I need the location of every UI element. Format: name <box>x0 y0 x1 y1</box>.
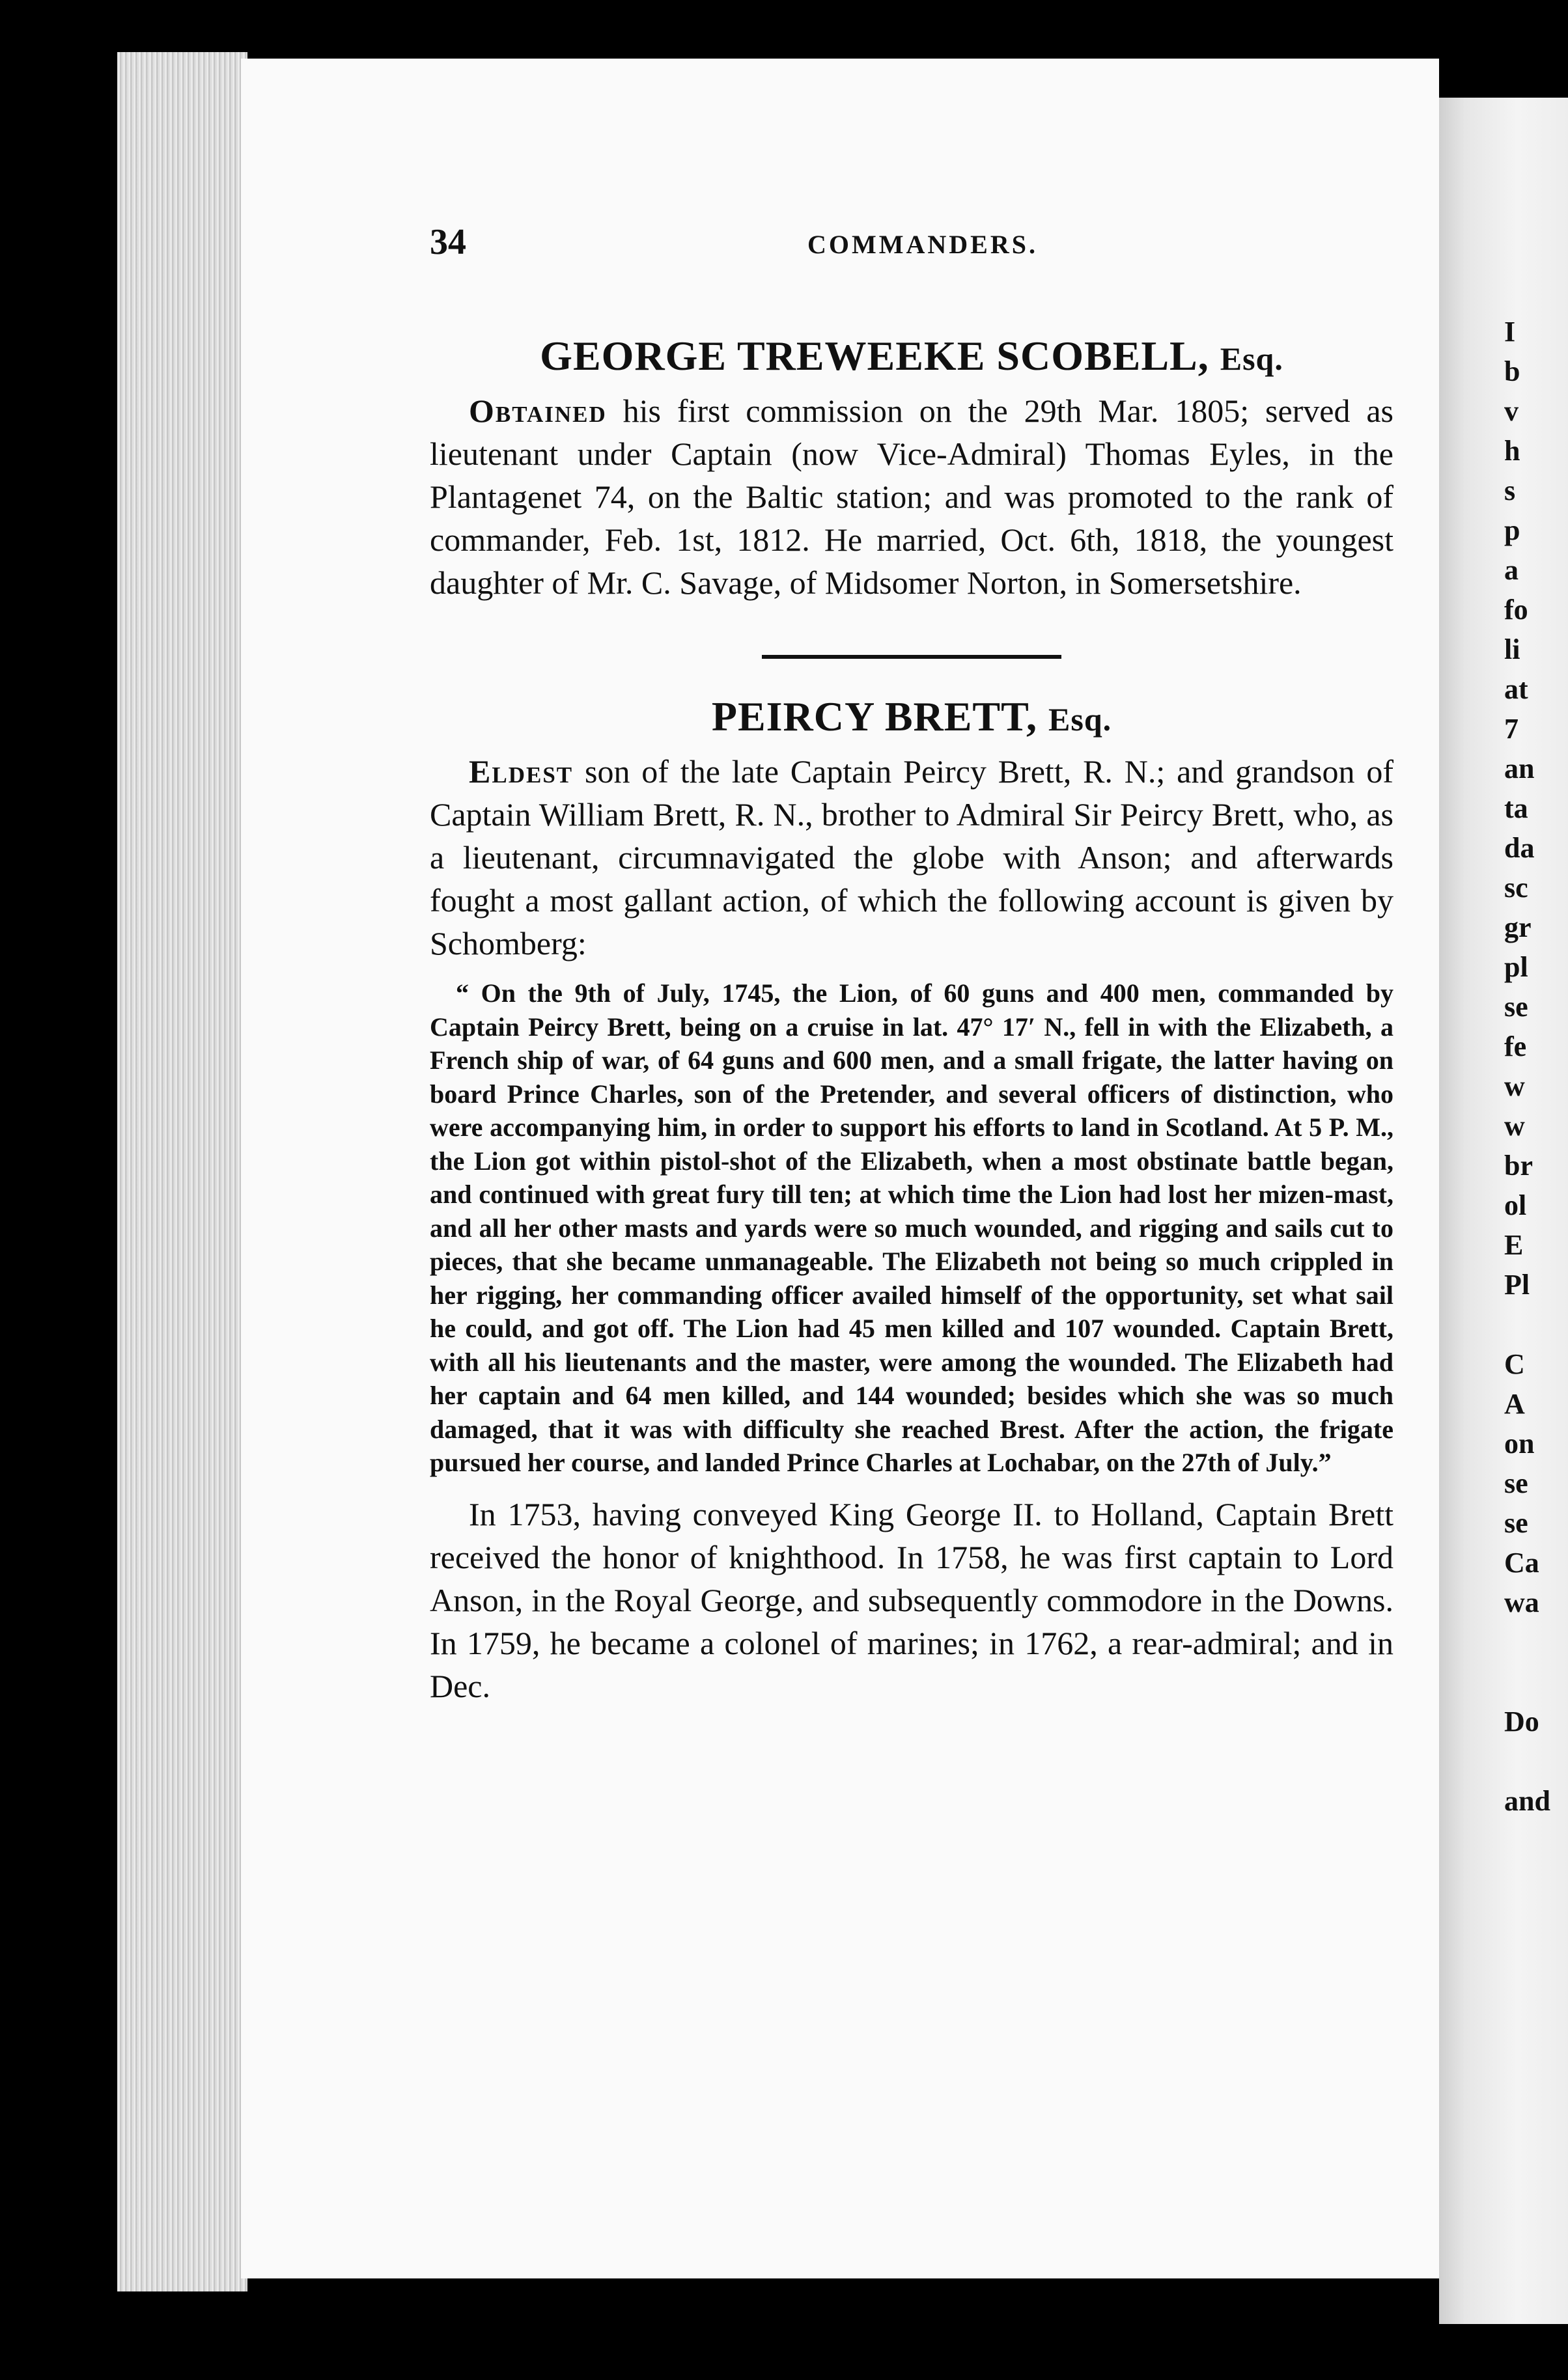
facing-page-fragment <box>1504 1305 1568 1345</box>
paragraph-text: his first commission on the 29th Mar. 1805; served as lieutenant under Captain (now Vice-Admiral) Thomas Eyles, in the Plantagenet 74, on the Baltic station; and was promoted to the rank of commander, Feb. 1st, 1812. He married, Oct. 6th, 1818, the youngest daughter of Mr. C. Savage, of Midsomer Norton, in Somersetshire. <box>430 393 1393 601</box>
facing-page-fragment: an <box>1504 753 1535 784</box>
facing-page-fragment: wa <box>1504 1586 1539 1618</box>
facing-page-fragment: p <box>1504 514 1520 546</box>
section-title-suffix: Esq. <box>1048 701 1112 738</box>
facing-page-fragment: on <box>1504 1428 1535 1460</box>
paragraph-text: son of the late Captain Peircy Brett, R. N.; and grandson of Captain William Brett, R. N., brother to Admiral Sir Peircy Brett, who, as a lieutenant, circumnavigated the globe with Anson; and afterwards fought a most gallant action, of which the following account is given by Schomberg: <box>430 753 1393 962</box>
facing-page-fragment: gr <box>1504 911 1532 943</box>
brett-paragraph <box>430 750 1393 965</box>
facing-page-fragment: 7 <box>1504 713 1519 745</box>
facing-page-fragment: h <box>1504 435 1520 467</box>
section-title-name: PEIRCY BRETT, <box>711 693 1038 740</box>
facing-page-fragment: br <box>1504 1150 1533 1182</box>
facing-page-fragment: se <box>1504 1467 1528 1499</box>
scobell-paragraph <box>430 389 1393 604</box>
section-divider <box>762 655 1061 659</box>
facing-page-text-fragments <box>1504 312 1568 1821</box>
facing-page-fragment: sc <box>1504 872 1528 904</box>
facing-page-fragment: w <box>1504 1070 1525 1102</box>
facing-page-fragment: a <box>1504 554 1519 586</box>
section-title-brett <box>430 693 1393 741</box>
page-content <box>430 319 1393 1708</box>
facing-page-fragment: E <box>1504 1229 1524 1261</box>
facing-page-fragment: fo <box>1504 594 1528 626</box>
facing-page-fragment: pl <box>1504 951 1528 983</box>
facing-page-fragment <box>1504 1742 1568 1782</box>
facing-page-fragment: w <box>1504 1110 1525 1142</box>
facing-page-fragment: C <box>1504 1348 1525 1380</box>
facing-page-fragment: and <box>1504 1785 1550 1817</box>
section-title-scobell <box>430 332 1393 380</box>
facing-page-fragment: Do <box>1504 1706 1539 1737</box>
paragraph-lead-word: Eldest <box>469 753 574 790</box>
facing-page-fragment: se <box>1504 1507 1528 1539</box>
page-number: 34 <box>430 222 466 262</box>
facing-page-fragment: fe <box>1504 1031 1527 1062</box>
schomberg-quotation: “ On the 9th of July, 1745, the Lion, of 60 guns and 400 men, commanded by Captain Peircy Brett, being on a cruise in lat. 47° 17′ N., fell in with the Elizabeth, a French ship of war, of 64 guns and 600 men, and a small frigate, the latter having on board Prince Charles, son of the Pretender, and several officers of distinction, who were accompanying him, in order to support his efforts to land in Scotland. At 5 P. M., the Lion got within pistol-shot of the Elizabeth, when a most obstinate battle began, and continued with great fury till ten; at which time the Lion had lost her mizen-mast, and all her other masts and yards were so much wounded, and rigging and sails cut to pieces, that she became unmanageable. The Elizabeth not being so much crippled in her rigging, her commanding officer availed himself of the opportunity, set what sail he could, and got off. The Lion had 45 men killed and 107 wounded. Captain Brett, with all his lieutenants and the master, were among the wounded. The Elizabeth had her captain and 64 men killed, and 144 wounded; besides which she was so much damaged, that it was with difficulty she reached Brest. After the action, the frigate pursued her course, and landed Prince Charles at Lochabar, on the 27th of July.” <box>430 978 1393 1477</box>
facing-page-fragment: ta <box>1504 792 1528 824</box>
section-title-suffix: Esq. <box>1220 340 1283 377</box>
facing-page-fragment: at <box>1504 673 1528 705</box>
paragraph-lead-word: Obtained <box>469 393 607 429</box>
facing-page-fragment: s <box>1504 475 1516 506</box>
facing-page-fragment: da <box>1504 832 1535 864</box>
facing-page-fragment: I <box>1504 316 1516 348</box>
facing-page-fragment: Ca <box>1504 1547 1539 1579</box>
continuation-paragraph: In 1753, having conveyed King George II. to Holland, Captain Brett received the honor of knighthood. In 1758, he was first captain to Lord Anson, in the Royal George, and subsequently commodore in the Downs. In 1759, he became a colonel of marines; in 1762, a rear-admiral; and in Dec. <box>430 1495 1393 1704</box>
running-head: COMMANDERS. <box>807 230 1038 259</box>
facing-page-fragment <box>1504 1623 1568 1663</box>
facing-page-fragment: ol <box>1504 1189 1527 1221</box>
facing-page-fragment: se <box>1504 991 1528 1023</box>
facing-page-fragment: li <box>1504 633 1520 665</box>
section-title-name: GEORGE TREWEEKE SCOBELL, <box>540 333 1209 379</box>
facing-page-fragment: v <box>1504 395 1519 427</box>
facing-page-fragment <box>1504 1663 1568 1702</box>
facing-page-fragment: A <box>1504 1388 1525 1420</box>
facing-page-fragment: b <box>1504 355 1520 387</box>
book-page-edges <box>117 52 247 2291</box>
facing-page-fragment: Pl <box>1504 1269 1530 1301</box>
page-header <box>430 221 1393 280</box>
